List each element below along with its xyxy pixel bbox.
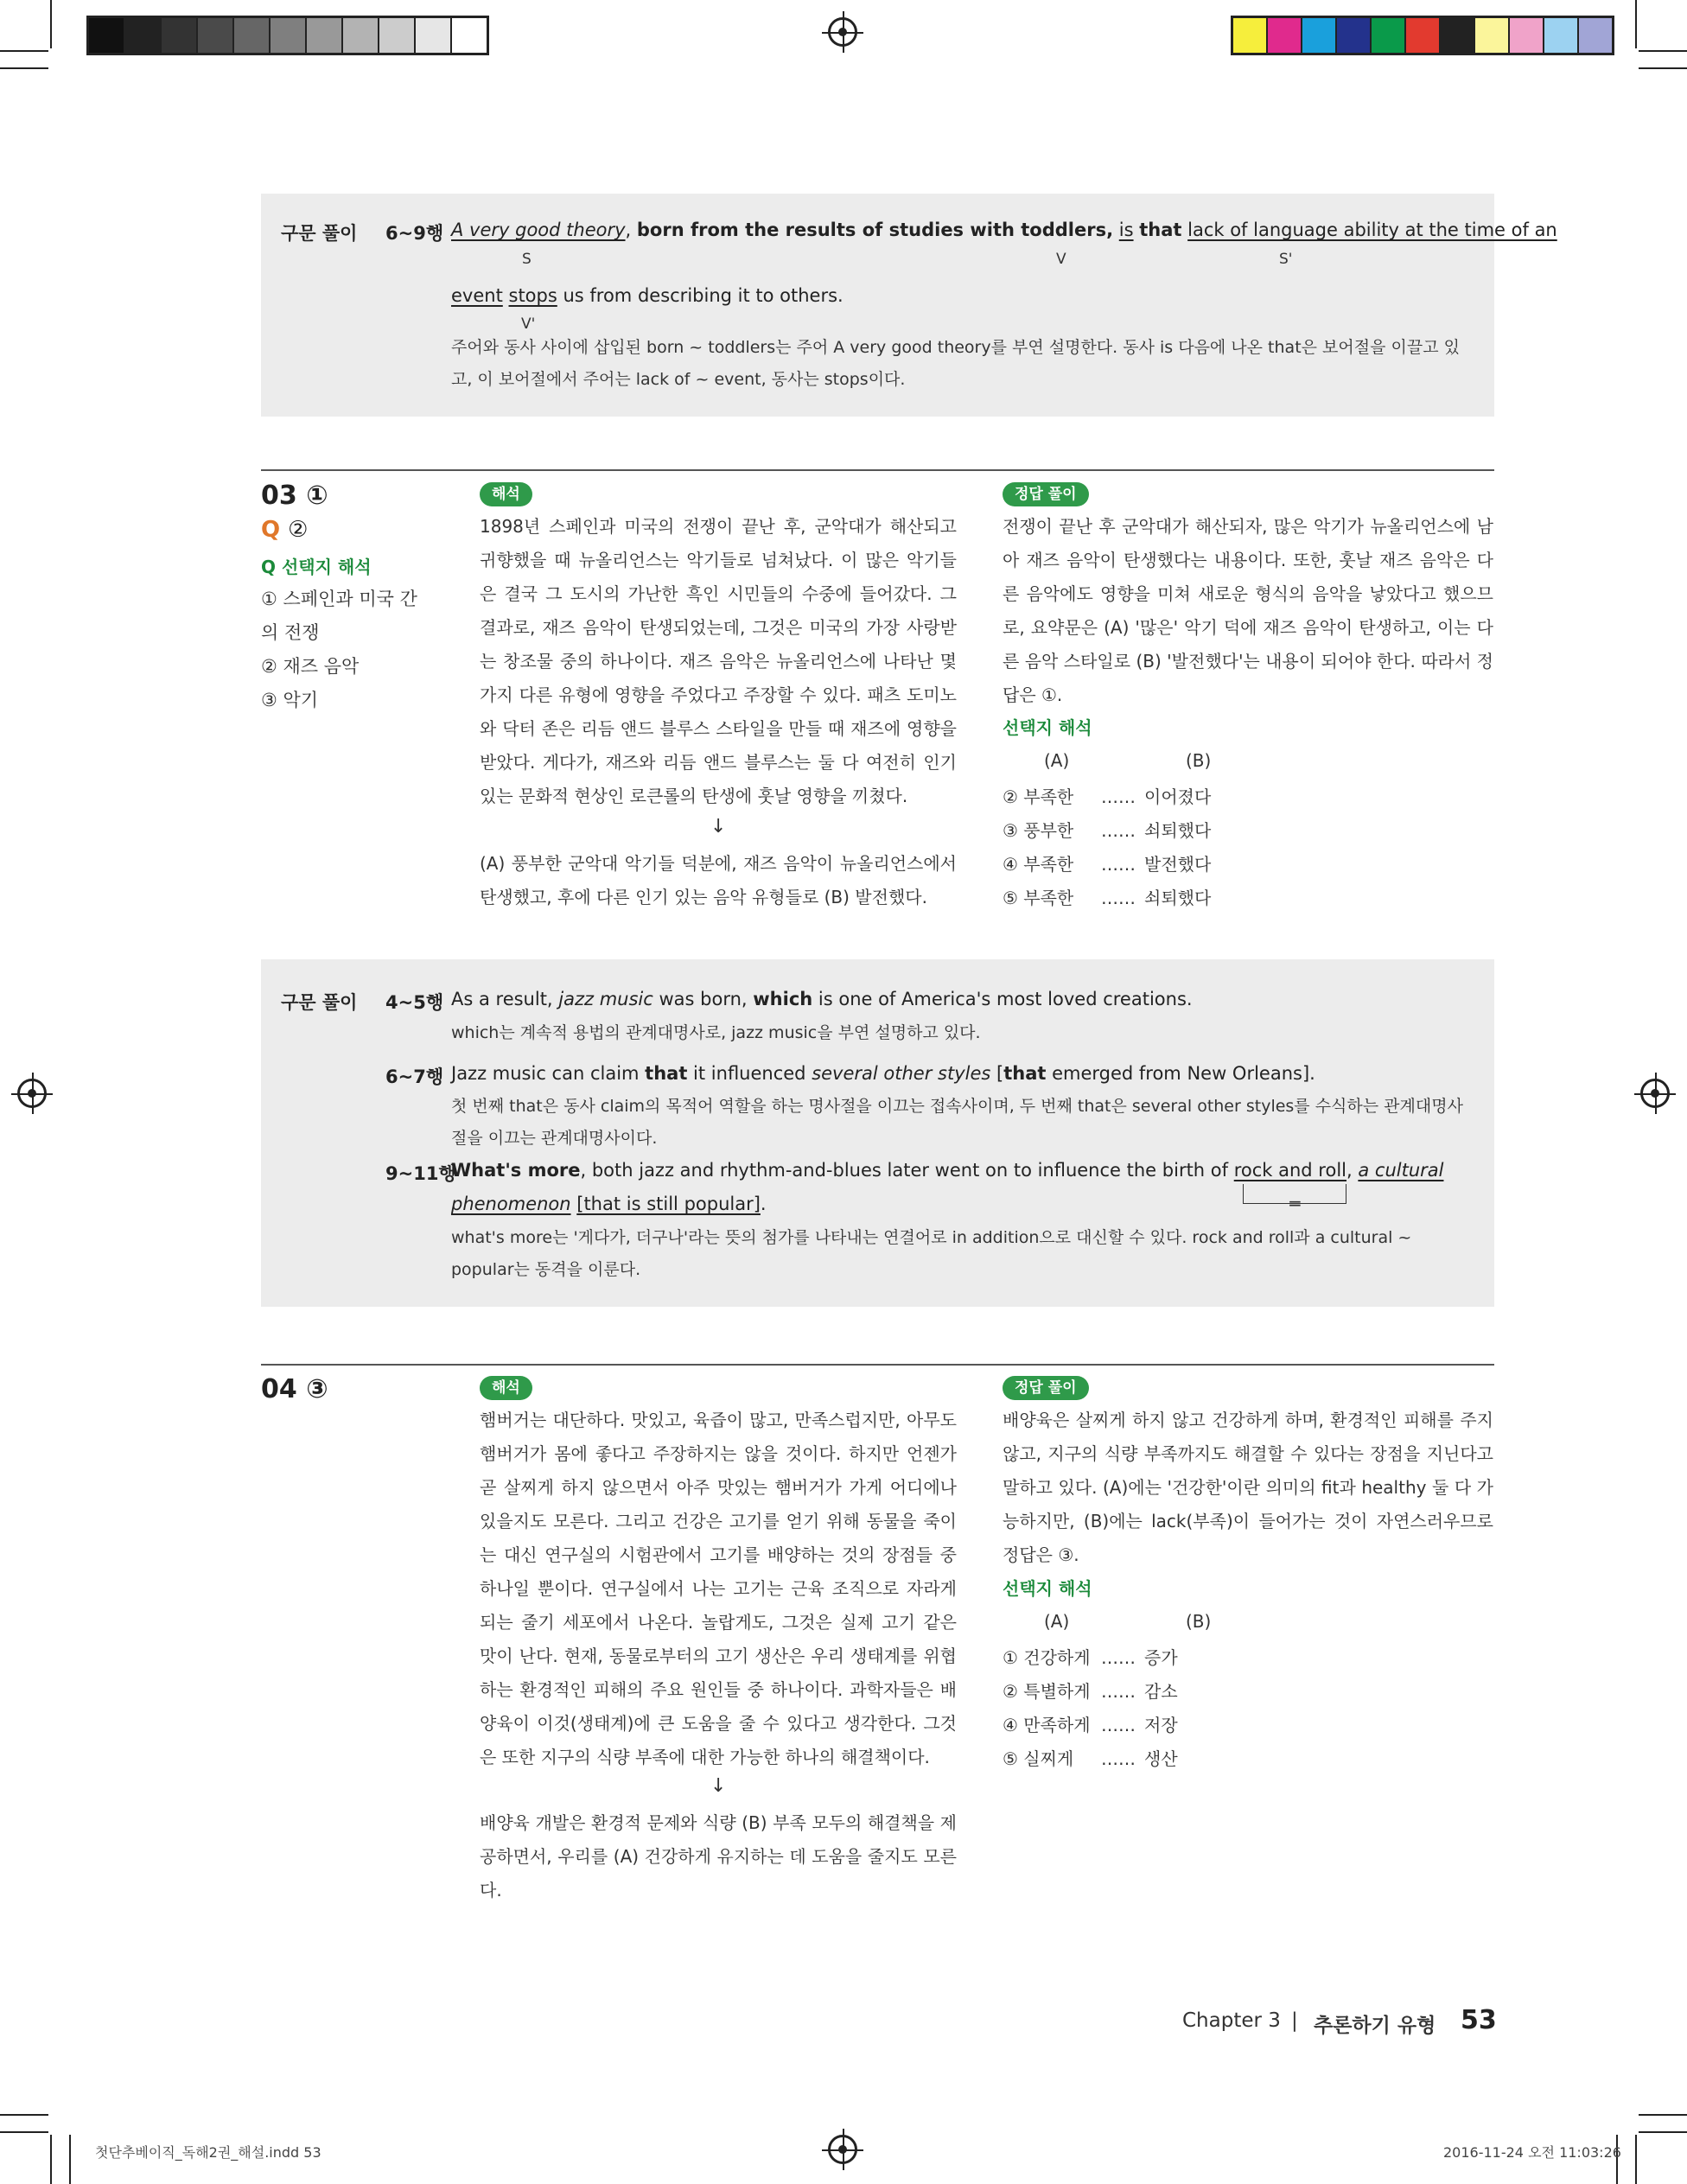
summary-text: (A) 풍부한 군악대 악기들 덕분에, 재즈 음악이 뉴올리언스에서 탄생했고, 후에 다른 인기 있는 음악 유형들로 (B) 발전했다. — [480, 853, 957, 907]
color-swatch — [1268, 18, 1302, 53]
color-swatch — [1233, 18, 1268, 53]
registration-mark-right — [1640, 1079, 1670, 1108]
choice-translation-title: 선택지 해석 — [1003, 1578, 1092, 1599]
sentence-fragment: A very good theory — [451, 220, 626, 240]
crop-mark — [1635, 2135, 1637, 2184]
crop-mark — [1639, 67, 1687, 69]
sentence-fragment: that — [1139, 220, 1182, 240]
syntax-note: which는 계속적 용법의 관계대명사로, jazz music을 부연 설명하고 있다. — [451, 1023, 981, 1042]
syntax-sentence: As a result, jazz music was born, which is one of America's most loved creations. — [451, 989, 1193, 1009]
color-swatch — [1475, 18, 1510, 53]
registration-mark-bottom — [828, 2135, 857, 2164]
syntax-sentence: Jazz music can claim that it influenced several other styles [that emerged from New Orleans]. — [451, 1063, 1315, 1084]
gray-swatch — [307, 18, 343, 53]
gray-swatch — [343, 18, 379, 53]
sentence-fragment: stops — [508, 285, 557, 306]
crop-mark — [50, 2135, 52, 2184]
choice-row: ④ 부족한 …… 발전했다 — [1003, 854, 1212, 875]
crop-mark — [50, 0, 52, 48]
sentence-fragment: , — [625, 220, 637, 240]
syntax-note: 주어와 동사 사이에 삽입된 born ~ toddlers는 주어 A very good theory를 부연 설명한다. 동사 is 다음에 나온 that은 보어절을 이끌고 있고, 이 보어절에서 주어는 lack of ~ event, 동사는 stops이다. — [451, 338, 1460, 389]
choice-row: ③ 풍부한 …… 쇠퇴했다 — [1003, 820, 1212, 841]
choice-row: ② 특별하게 …… 감소 — [1003, 1681, 1178, 1702]
down-arrow-icon: ↓ — [710, 1775, 727, 1797]
q-choice-item: ③ 악기 — [261, 690, 319, 710]
translation-text: 햄버거는 대단하다. 맛있고, 육즙이 많고, 만족스럽지만, 아무도 햄버거가 몸에 좋다고 주장하지는 않을 것이다. 하지만 언젠가 곧 살찌게 하지 않으면서 아주 맛있는 햄버거가 가게 어디에나 있을지도 모른다. 그리고 건강은 고기를 얻기 위해 동물을 죽이는 대신 연구실의 시험관에서 고기를 배양하는 것의 장점들 중 하나일 뿐이다. 연구실에서 나는 고기는 근육 조직으로 자라게 되는 줄기 세포에서 나온다. 놀랍게도, 그것은 실제 고기 같은 맛이 난다. 현재, 동물로부터의 고기 생산은 우리 생태계를 위협하는 환경적인 피해의 주요 원인들 중 하나이다. 과학자들은 배양육이 이것(생태계)에 큰 도움을 줄 수 있다고 생각한다. 그것은 또한 지구의 식량 부족에 대한 가능한 하나의 해결책이다. — [480, 1410, 957, 1767]
down-arrow-icon: ↓ — [710, 816, 727, 837]
q-choice-item: ① 스페인과 미국 간의 전쟁 — [261, 589, 417, 643]
translation-text: 1898년 스페인과 미국의 전쟁이 끝난 후, 군악대가 해산되고 귀향했을 때 뉴올리언스는 악기들로 넘쳐났다. 이 많은 악기들은 결국 그 도시의 가난한 흑인 시민들의 수중에 들어갔다. 그 결과로, 재즈 음악이 탄생되었는데, 그것은 미국의 가장 사랑받는 창조물 중의 하나이다. 재즈 음악은 뉴올리언스에 나타난 몇 가지 다른 유형에 영향을 주었다고 주장할 수 있다. 패츠 도미노와 닥터 존은 리듬 앤드 블루스 스타일을 만들 때 재즈에 영향을 받았다. 게다가, 재즈와 리듬 앤드 블루스는 둘 다 여전히 인기 있는 문화적 현상인 로큰롤의 탄생에 훗날 영향을 끼쳤다. — [480, 516, 957, 806]
choice-row: ⑤ 부족한 …… 쇠퇴했다 — [1003, 888, 1212, 908]
page-number: 53 — [1461, 2005, 1497, 2035]
line-reference: 4~5행 — [385, 992, 444, 1013]
syntax-sentence-line-2: phenomenon [that is still popular]. — [451, 1194, 767, 1214]
color-swatch — [1302, 18, 1337, 53]
footer-separator: | — [1291, 2009, 1298, 2032]
sentence-fragment: born from the results of studies with toddlers, — [636, 220, 1114, 240]
gray-swatch — [452, 18, 487, 53]
choice-row: ④ 만족하게 …… 저장 — [1003, 1715, 1178, 1735]
sentence-fragment: is — [1118, 220, 1134, 240]
sentence-fragment — [1113, 220, 1119, 240]
section-divider — [261, 1364, 1494, 1366]
crop-mark — [0, 67, 48, 69]
question-answer: ③ — [306, 1374, 328, 1404]
choice-header-row: (A) (B) — [1044, 750, 1212, 771]
color-swatch — [1372, 18, 1406, 53]
sentence-fragment — [503, 285, 509, 306]
question-number: 03 ① — [261, 481, 328, 511]
gray-swatch — [271, 18, 307, 53]
crop-mark — [0, 2114, 48, 2116]
syntax-sentence: What's more, both jazz and rhythm-and-blues later went on to influence the birth of rock and roll, a cultural — [451, 1160, 1444, 1181]
gray-swatch — [416, 18, 452, 53]
file-slug: 첫단추베이직_독해2권_해설.indd 53 — [95, 2144, 321, 2161]
answer-explanation-text: 배양육은 살찌게 하지 않고 건강하게 하며, 환경적인 피해를 주지 않고, 지구의 식량 부족까지도 해결할 수 있다는 장점을 지닌다고 말하고 있다. (A)에는 '건강한'이란 의미의 fit과 healthy 둘 다 가능하지만, (B)에는 lack(부족)이 들어가는 것이 자연스러우므로 정답은 ③. — [1003, 1410, 1493, 1565]
gray-swatch — [125, 18, 162, 53]
crop-mark — [0, 2131, 48, 2133]
line-reference: 9~11행 — [385, 1163, 456, 1184]
color-swatch — [1337, 18, 1372, 53]
choice-header-row: (A) (B) — [1044, 1611, 1212, 1632]
q-choice-title: Q 선택지 해석 — [261, 557, 372, 577]
color-swatch — [1579, 18, 1612, 53]
gray-swatch — [198, 18, 234, 53]
date-slug: 2016-11-24 오전 11:03:26 — [1443, 2144, 1621, 2161]
registration-mark-left — [17, 1079, 47, 1108]
translation-pill: 해석 — [480, 482, 532, 506]
gray-swatch — [162, 18, 198, 53]
color-swatch — [1441, 18, 1475, 53]
q-choice-item: ② 재즈 음악 — [261, 656, 360, 677]
apposition-equal-mark: = — [1288, 1193, 1302, 1213]
color-calibration-bar — [1231, 16, 1614, 55]
grayscale-calibration-bar — [86, 16, 489, 55]
choice-row: ② 부족한 …… 이어졌다 — [1003, 786, 1212, 807]
question-answer: ① — [306, 481, 328, 511]
sentence-fragment: event — [451, 285, 503, 306]
crop-mark — [1635, 0, 1637, 48]
syntax-sentence-line-2 — [451, 285, 844, 306]
summary-text: 배양육 개발은 환경적 문제와 식량 (B) 부족 모두의 해결책을 제공하면서, 우리를 (A) 건강하게 유지하는 데 도움을 줄지도 모른다. — [480, 1812, 957, 1901]
choice-row: ⑤ 실찌게 …… 생산 — [1003, 1748, 1178, 1769]
registration-mark-top — [828, 17, 857, 47]
chapter-label: Chapter 3 — [1182, 2009, 1281, 2032]
sentence-fragment: us from describing it to others. — [557, 285, 844, 306]
line-reference: 6~7행 — [385, 1067, 444, 1087]
line-reference: 6~9행 — [385, 223, 444, 244]
answer-explanation-pill: 정답 풀이 — [1003, 482, 1089, 506]
verb-tag: V — [1056, 251, 1066, 268]
translation-pill: 해석 — [480, 1376, 532, 1400]
syntax-note: what's more는 '게다가, 더구나'라는 뜻의 첨가를 나타내는 연결어로 in addition으로 대신할 수 있다. rock and roll과 a cultural ~ popular는 동격을 이룬다. — [451, 1228, 1412, 1279]
crop-mark — [69, 2135, 71, 2184]
q-answer: Q ② — [261, 517, 309, 543]
syntax-label: 구문 풀이 — [281, 992, 358, 1013]
answer-explanation-pill: 정답 풀이 — [1003, 1376, 1089, 1400]
crop-mark — [1639, 2114, 1687, 2116]
color-swatch — [1406, 18, 1441, 53]
subject-tag: S — [522, 251, 532, 268]
crop-mark — [0, 50, 48, 52]
gray-swatch — [379, 18, 416, 53]
sentence-fragment: lack of language ability at the time of an — [1187, 220, 1557, 240]
crop-mark — [1639, 50, 1687, 52]
verb-prime-tag: V' — [521, 315, 536, 333]
syntax-note: 첫 번째 that은 동사 claim의 목적어 역할을 하는 명사절을 이끄는 접속사이며, 두 번째 that은 several other styles를 수식하는 관계대명사절을 이끄는 관계대명사이다. — [451, 1097, 1463, 1148]
gray-swatch — [89, 18, 125, 53]
answer-explanation-text: 전쟁이 끝난 후 군악대가 해산되자, 많은 악기가 뉴올리언스에 남아 재즈 음악이 탄생했다는 내용이다. 또한, 훗날 재즈 음악은 다른 음악에도 영향을 미쳐 새로운 형식의 음악을 낳았다고 했으므로, 요약문은 (A) '많은' 악기 덕에 재즈 음악이 탄생하고, 이는 다른 음악 스타일로 (B) '발전했다'는 내용이 되어야 한다. 따라서 정답은 ①. — [1003, 516, 1493, 705]
q-choice-list — [261, 583, 434, 717]
syntax-sentence-line-1 — [451, 220, 1557, 240]
section-divider — [261, 469, 1494, 471]
choice-translation-title: 선택지 해석 — [1003, 717, 1092, 738]
syntax-label: 구문 풀이 — [281, 223, 358, 244]
subject-prime-tag: S' — [1279, 251, 1293, 268]
section-title: 추론하기 유형 — [1314, 2015, 1436, 2037]
crop-mark — [1639, 2131, 1687, 2133]
gray-swatch — [234, 18, 271, 53]
question-number: 04 ③ — [261, 1374, 328, 1404]
color-swatch — [1510, 18, 1544, 53]
color-swatch — [1544, 18, 1579, 53]
choice-row: ① 건강하게 …… 증가 — [1003, 1647, 1178, 1668]
